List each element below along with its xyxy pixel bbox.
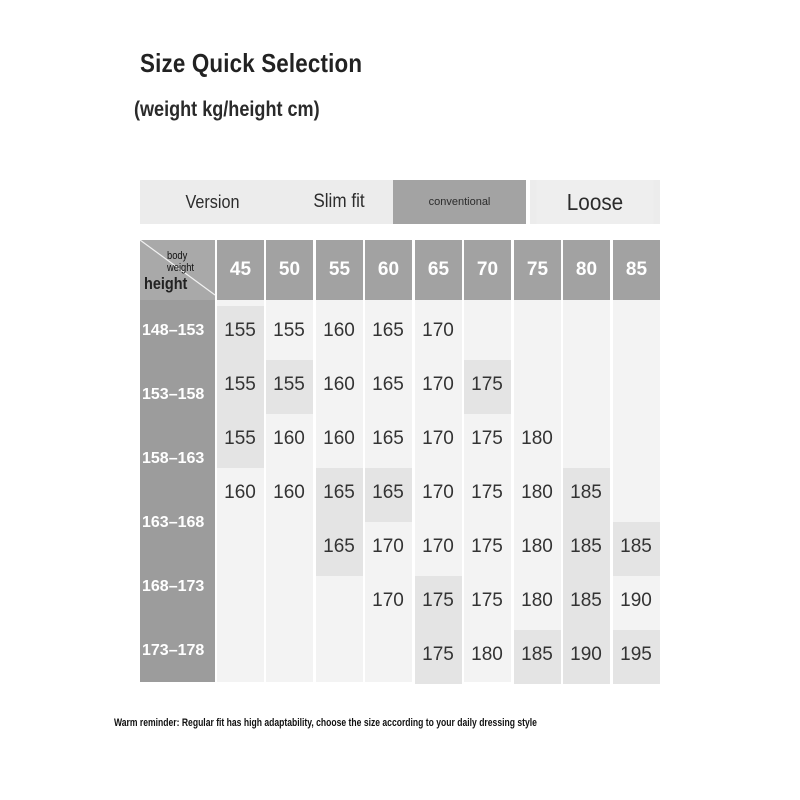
size-cell: 155	[273, 320, 305, 341]
weight-column-bg	[613, 300, 660, 682]
size-cell: 160	[323, 374, 355, 395]
height-range-label: 163–168	[142, 514, 205, 531]
size-cell: 185	[570, 536, 602, 557]
height-range-label: 168–173	[142, 578, 205, 595]
version-slim-fit: Slim fit	[313, 191, 365, 212]
version-divider	[526, 180, 530, 224]
weight-header: 45	[217, 240, 264, 300]
size-cell: 175	[471, 536, 503, 557]
size-cell: 170	[372, 536, 404, 557]
size-cell: 155	[273, 374, 305, 395]
size-cell: 170	[422, 482, 454, 503]
weight-header: 80	[563, 240, 610, 300]
size-cell: 165	[372, 428, 404, 449]
size-cell: 165	[323, 482, 355, 503]
size-cell: 155	[224, 374, 256, 395]
size-cell: 165	[372, 482, 404, 503]
size-cell: 170	[422, 320, 454, 341]
size-cell: 195	[620, 644, 652, 665]
size-cell: 165	[372, 374, 404, 395]
height-range-label: 148–153	[142, 322, 205, 339]
weight-header: 55	[316, 240, 363, 300]
size-cell: 160	[224, 482, 256, 503]
height-range-label: 158–163	[142, 450, 205, 467]
size-cell: 175	[422, 590, 454, 611]
page-title: Size Quick Selection	[140, 48, 363, 78]
size-cell: 190	[620, 590, 652, 611]
version-loose: Loose	[537, 180, 654, 224]
height-column	[140, 300, 215, 682]
weight-header: 50	[266, 240, 313, 300]
version-conventional: conventional	[393, 180, 526, 224]
size-cell: 185	[521, 644, 553, 665]
size-cell: 160	[273, 482, 305, 503]
weight-header: 65	[415, 240, 462, 300]
weight-header: 85	[613, 240, 660, 300]
size-cell: 180	[471, 644, 503, 665]
size-cell: 185	[570, 590, 602, 611]
size-cell: 175	[471, 428, 503, 449]
version-bar	[140, 180, 660, 224]
height-range-label: 153–158	[142, 386, 205, 403]
size-cell: 165	[323, 536, 355, 557]
size-cell: 180	[521, 428, 553, 449]
size-cell: 185	[570, 482, 602, 503]
size-cell: 170	[372, 590, 404, 611]
size-cell: 165	[372, 320, 404, 341]
size-cell: 180	[521, 482, 553, 503]
weight-header: 75	[514, 240, 561, 300]
corner-weight-label: body weight	[167, 250, 195, 274]
size-cell: 175	[471, 482, 503, 503]
version-label: Version	[185, 191, 240, 212]
weight-header: 60	[365, 240, 412, 300]
size-cell: 170	[422, 536, 454, 557]
weight-header: 70	[464, 240, 511, 300]
table-corner-header	[140, 240, 215, 300]
size-table	[140, 240, 660, 682]
corner-height-label: height	[144, 274, 188, 293]
size-cell: 175	[422, 644, 454, 665]
size-cell: 155	[224, 320, 256, 341]
size-cell: 170	[422, 428, 454, 449]
size-cell: 180	[521, 590, 553, 611]
warm-reminder-note: Warm reminder: Regular fit has high adaptability, choose the size according to your daily dressing style	[114, 717, 537, 729]
size-cell: 180	[521, 536, 553, 557]
size-cell: 160	[273, 428, 305, 449]
size-cell: 160	[323, 320, 355, 341]
size-cell: 175	[471, 374, 503, 395]
size-cell: 170	[422, 374, 454, 395]
size-cell: 160	[323, 428, 355, 449]
size-cell: 175	[471, 590, 503, 611]
page-subtitle: (weight kg/height cm)	[134, 98, 320, 121]
height-range-label: 173–178	[142, 642, 205, 659]
size-cell: 190	[570, 644, 602, 665]
size-cell: 155	[224, 428, 256, 449]
size-cell: 185	[620, 536, 652, 557]
